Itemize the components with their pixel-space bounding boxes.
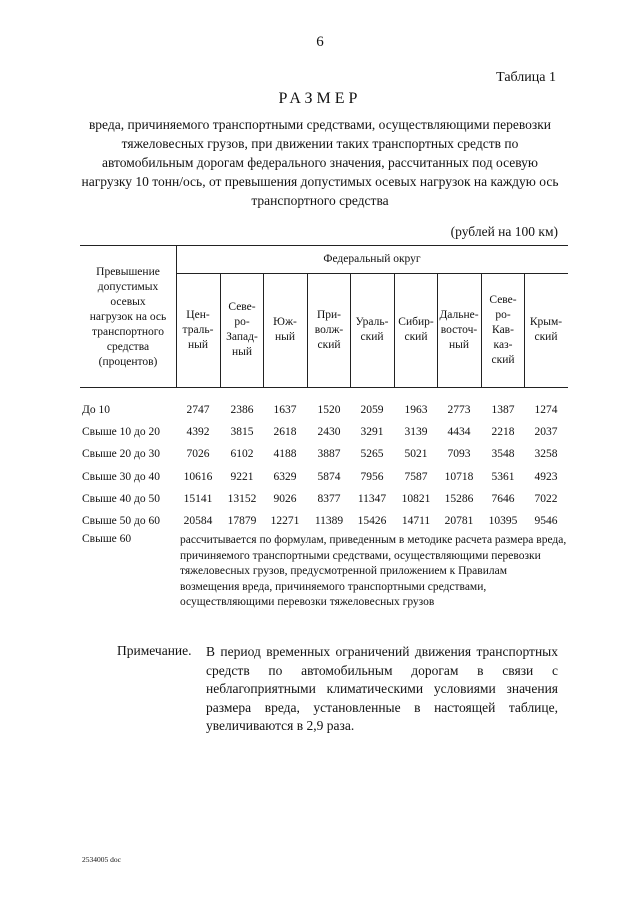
column-header-text: Юж- ный [273, 316, 297, 343]
table-cell: 3887 [317, 448, 341, 460]
last-row-label: Свыше 60 [82, 533, 132, 545]
table-cell: 15286 [444, 493, 474, 505]
table-cell: 2218 [491, 426, 515, 438]
table-cell: 2747 [186, 404, 210, 416]
table-cell: 17879 [227, 515, 257, 527]
table-cell: 2773 [447, 404, 471, 416]
table-cell: 5361 [491, 471, 515, 483]
table-cell: 6102 [230, 448, 254, 460]
column-header [350, 274, 394, 386]
table-cell: 1274 [534, 404, 558, 416]
table-cell: 7956 [360, 471, 384, 483]
table-cell: 13152 [227, 493, 257, 505]
table-row-label: Свыше 20 до 30 [82, 448, 161, 460]
table-cell: 12271 [270, 515, 300, 527]
table-cell: 7587 [404, 471, 428, 483]
table-cell: 4392 [186, 426, 210, 438]
table-row-label: Свыше 40 до 50 [82, 493, 161, 505]
table-row-label: Свыше 30 до 40 [82, 471, 161, 483]
table-cell: 7026 [186, 448, 210, 460]
table-cell: 8377 [317, 493, 341, 505]
units-label: (рублей на 100 км) [450, 224, 558, 239]
table-cell: 10616 [183, 471, 213, 483]
table-cell: 1520 [317, 404, 341, 416]
federal-district-header: Федеральный округ [323, 253, 421, 265]
table-cell: 15426 [357, 515, 387, 527]
table-cell: 11347 [357, 493, 387, 505]
table-cell: 1637 [273, 404, 297, 416]
column-header-text: Сибир- ский [398, 316, 434, 343]
document-subtitle: вреда, причиняемого транспортными средствами, осуществляющими перевозки тяжеловесных грузов, при движении таких транспортных средств по автомобильным дорогам федерального значения, рассчитанных под осевую нагрузку 10 тонн/ось, от превышения допустимых осевых нагрузок на каждую ось транспортного средства [81, 117, 559, 208]
table-cell: 1963 [404, 404, 428, 416]
table-cell: 10718 [444, 471, 474, 483]
table-cell: 10821 [401, 493, 431, 505]
column-header-text: При- волж- ский [314, 308, 344, 351]
column-header-text: Севе- ро- Запад- ный [226, 301, 258, 358]
column-header [394, 274, 438, 386]
table-cell: 9546 [534, 515, 558, 527]
column-header-text: Севе- ро- Кав- каз- ский [489, 293, 517, 366]
table-cell: 9026 [273, 493, 297, 505]
table-cell: 11389 [314, 515, 344, 527]
table-cell: 2618 [273, 426, 297, 438]
table-cell: 5265 [360, 448, 384, 460]
note-text: В период временных ограничений движения транспортных средств по автомобильным дорогам в связи с неблагоприятными климатическими условиями значения размера вреда, установленные в настоящей таблице, увеличиваются в 2,9 раза. [206, 644, 558, 733]
document-title: РАЗМЕР [278, 90, 362, 107]
table-cell: 5021 [404, 448, 428, 460]
table-cell: 3548 [491, 448, 515, 460]
table-cell: 5874 [317, 471, 341, 483]
table-cell: 3291 [360, 426, 384, 438]
table-label: Таблица 1 [496, 70, 556, 85]
table-cell: 2386 [230, 404, 254, 416]
table-cell: 3139 [404, 426, 428, 438]
table-cell: 6329 [273, 471, 297, 483]
table-cell: 20584 [183, 515, 213, 527]
table-row-label: Свыше 10 до 20 [82, 426, 161, 438]
table-cell: 7093 [447, 448, 471, 460]
column-header-text: Крым- ский [529, 316, 563, 343]
column-header [176, 274, 220, 386]
header-bottom-rule [80, 387, 568, 388]
table-cell: 4923 [534, 471, 558, 483]
column-header-text: Ураль- ский [355, 316, 389, 343]
table-cell: 10395 [488, 515, 518, 527]
table-cell: 4188 [273, 448, 297, 460]
table-cell: 3258 [534, 448, 558, 460]
note-label: Примечание. [117, 643, 192, 658]
column-header [481, 274, 525, 386]
column-header [437, 274, 481, 386]
table-row-label: Свыше 50 до 60 [82, 515, 161, 527]
footer-code: 2534005 doc [82, 855, 121, 864]
column-header [307, 274, 351, 386]
column-header-text: Дальне- восточ- ный [439, 308, 479, 351]
row-header-title: Превышение допустимых осевых нагрузок на ось транспортного средства (процентов) [89, 266, 167, 368]
table-cell: 9221 [230, 471, 254, 483]
table-cell: 3815 [230, 426, 254, 438]
table-cell: 2430 [317, 426, 341, 438]
table-row-label: До 10 [82, 404, 110, 416]
column-header [524, 274, 568, 386]
table-cell: 14711 [401, 515, 431, 527]
page-number: 6 [316, 34, 324, 50]
column-header-text: Цен- траль- ный [182, 308, 214, 351]
column-header [220, 274, 264, 386]
table-cell: 7022 [534, 493, 558, 505]
table-cell: 4434 [447, 426, 471, 438]
table-cell: 7646 [491, 493, 515, 505]
table-cell: 1387 [491, 404, 515, 416]
column-header [263, 274, 307, 386]
table-cell: 15141 [183, 493, 213, 505]
last-row-text: рассчитывается по формулам, приведенным в методике расчета размера вреда, причиняемого транспортными средствами, осуществляющими перевозки тяжеловесных грузов, предусмотренной приложением к Правилам возмещения вреда, причиняемого транспортными средствами, осуществляющими перевозки тяжеловесных грузов [180, 534, 567, 608]
table-cell: 2059 [360, 404, 384, 416]
table-top-rule [80, 245, 568, 246]
table-cell: 2037 [534, 426, 558, 438]
table-cell: 20781 [444, 515, 474, 527]
